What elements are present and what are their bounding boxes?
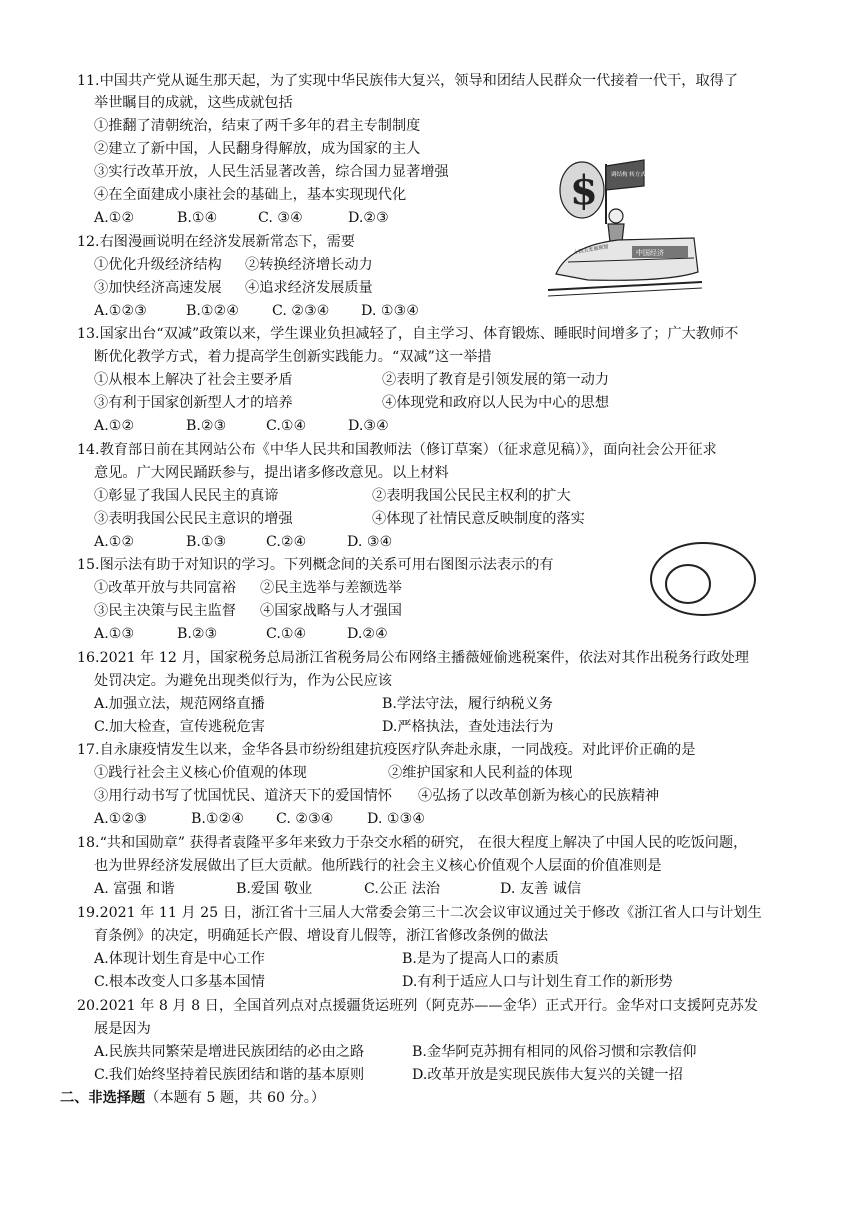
section-title: 二、非选择题 <box>60 1090 146 1106</box>
q15-item-3: ③民主决策与民主监督 <box>94 603 236 619</box>
q12-item-3: ③加快经济高速发展 <box>94 280 222 296</box>
q12-option-c: C. ②③④ <box>272 303 330 319</box>
q13-option-d: D.③④ <box>348 418 389 434</box>
q11-option-a: A.①② <box>94 210 135 226</box>
q20-stem-line-2: 展是因为 <box>94 1021 151 1037</box>
q11-option-c: C. ③④ <box>258 210 303 226</box>
q19-stem-line-1: 19.2021 年 11 月 25 日，浙江省十三届人大常委会第三十二次会议审议通过关于修改《浙江省人口与计划生 <box>77 905 762 921</box>
q14-option-d: D. ③④ <box>347 534 393 550</box>
q12-item-2: ②转换经济增长动力 <box>245 257 373 273</box>
q20-option-b: B.金华阿克苏拥有相同的风俗习惯和宗教信仰 <box>412 1044 697 1060</box>
section-heading <box>60 1088 325 1108</box>
q17-option-a: A.①②③ <box>94 811 147 827</box>
q15-item-2: ②民主选举与差额选举 <box>260 580 402 596</box>
q12-stem: 12.右图漫画说明在经济发展新常态下，需要 <box>77 234 355 250</box>
q17-item-2: ②维护国家和人民利益的体现 <box>388 765 573 781</box>
q12-option-d: D. ①③④ <box>361 303 420 319</box>
q16-option-d: D.严格执法，查处违法行为 <box>382 719 554 735</box>
q11-option-b: B.①④ <box>177 210 218 226</box>
q20-option-d: D.改革开放是实现民族伟大复兴的关键一招 <box>412 1067 683 1083</box>
q13-item-2: ②表明了教育是引领发展的第一动力 <box>382 372 610 388</box>
inner-circle <box>666 565 710 603</box>
q15-option-b: B.②③ <box>177 626 218 642</box>
q11-item-1: ①推翻了清朝统治，结束了两千多年的君主专制制度 <box>94 118 421 134</box>
q14-option-a: A.①② <box>94 534 135 550</box>
q14-stem-line-1: 14.教育部日前在其网站公布《中华人民共和国教师法（修订草案）（征求意见稿）》，面向社会公开征求 <box>77 442 717 458</box>
q13-option-a: A.①② <box>94 418 135 434</box>
q18-option-a: A. 富强 和谐 <box>94 881 175 897</box>
q14-stem-line-2: 意见。广大网民踊跃参与，提出诸多修改意见。以上材料 <box>94 465 449 481</box>
q12-item-1: ①优化升级经济结构 <box>94 257 222 273</box>
q13-option-b: B.②③ <box>186 418 227 434</box>
q17-item-1: ①践行社会主义核心价值观的体现 <box>94 765 307 781</box>
q12-item-4: ④追求经济发展质量 <box>245 280 373 296</box>
q11-item-2: ②建立了新中国，人民翻身得解放，成为国家的主人 <box>94 141 421 157</box>
q17-option-d: D. ①③④ <box>367 811 426 827</box>
q19-option-a: A.体现计划生育是中心工作 <box>94 951 265 967</box>
dollar-symbol: $ <box>570 167 598 214</box>
q16-option-b: B.学法守法，履行纳税义务 <box>382 696 553 712</box>
q11-stem-line-2: 举世瞩目的成就，这些成就包括 <box>94 95 293 111</box>
q16-stem-line-1: 16.2021 年 12 月，国家税务总局浙江省税务局公布网络主播薇娅偷逃税案件，依法对其作出税务行政处理 <box>77 650 749 666</box>
train-label: 中国经济 <box>636 249 664 257</box>
nested-circles-diagram <box>648 540 758 618</box>
q18-stem-line-2: 也为世界经济发展做出了巨大贡献。他所践行的社会主义核心价值观个人层面的价值准则是 <box>94 858 662 874</box>
q12-option-b: B.①②④ <box>186 303 240 319</box>
q17-option-b: B.①②④ <box>191 811 245 827</box>
q15-item-4: ④国家战略与人才强国 <box>260 603 402 619</box>
q13-item-3: ③有利于国家创新型人才的培养 <box>94 395 293 411</box>
q20-option-a: A.民族共同繁荣是增进民族团结的必由之路 <box>94 1044 365 1060</box>
train-icon <box>556 238 698 280</box>
q19-option-b: B.是为了提高人口的素质 <box>402 951 559 967</box>
q16-stem-line-2: 处罚决定。为避免出现类似行为，作为公民应该 <box>94 673 392 689</box>
q18-option-d: D. 友善 诚信 <box>500 881 582 897</box>
q15-stem: 15.图示法有助于对知识的学习。下列概念间的关系可用右图图示法表示的有 <box>77 557 554 573</box>
q17-item-4: ④弘扬了以改革创新为核心的民族精神 <box>418 788 660 804</box>
q14-item-1: ①彰显了我国人民民主的真谛 <box>94 488 279 504</box>
q15-item-1: ①改革开放与共同富裕 <box>94 580 236 596</box>
q13-option-c: C.①④ <box>266 418 307 434</box>
flag-text: 调结构 转方式 <box>611 172 646 178</box>
q11-item-3: ③实行改革开放，人民生活显著改善，综合国力显著增强 <box>94 164 449 180</box>
q13-item-4: ④体现党和政府以人民为中心的思想 <box>382 395 610 411</box>
q11-item-4: ④在全面建成小康社会的基础上，基本实现现代化 <box>94 187 407 203</box>
q14-item-3: ③表明我国公民民主意识的增强 <box>94 511 293 527</box>
q19-option-d: D.有利于适应人口与计划生育工作的新形势 <box>402 974 673 990</box>
q13-stem-line-2: 断优化教学方式，着力提高学生创新实践能力。“双减”这一举措 <box>94 349 492 365</box>
q17-stem: 17.自永康疫情发生以来，金华各县市纷纷组建抗疫医疗队奔赴永康，一同战疫。对此评价正确的是 <box>77 742 696 758</box>
q16-option-c: C.加大检查，宣传逃税危害 <box>94 719 265 735</box>
q14-option-c: C.②④ <box>266 534 307 550</box>
section-note: （本题有 5 题，共 60 分。） <box>145 1090 326 1106</box>
q17-item-3: ③用行动书写了忧国忧民、道济天下的爱国情怀 <box>94 788 392 804</box>
q18-option-c: C.公正 法治 <box>364 881 441 897</box>
q12-option-a: A.①②③ <box>94 303 147 319</box>
q11-stem-line-1: 11.中国共产党从诞生那天起，为了实现中华民族伟大复兴，领导和团结人民群众一代接着一代干，取得了 <box>77 73 739 89</box>
q17-option-c: C. ②③④ <box>276 811 334 827</box>
q20-stem-line-1: 20.2021 年 8 月 8 日，全国首列点对点援疆货运班列（阿克苏——金华）正式开行。金华对口支援阿克苏发 <box>77 998 758 1014</box>
q15-option-a: A.①③ <box>94 626 135 642</box>
side-label: 十四五发展规划 <box>573 243 609 256</box>
q13-stem-line-1: 13.国家出台“双减”政策以来，学生课业负担减轻了，自主学习、体育锻炼、睡眠时间增多了；广大教师不 <box>77 326 739 342</box>
q11-option-d: D.②③ <box>348 210 389 226</box>
q14-option-b: B.①③ <box>186 534 227 550</box>
q13-item-1: ①从根本上解决了社会主要矛盾 <box>94 372 293 388</box>
q16-option-a: A.加强立法，规范网络直播 <box>94 696 265 712</box>
q14-item-2: ②表明我国公民民主权利的扩大 <box>372 488 571 504</box>
q18-stem-line-1: 18.“共和国勋章” 获得者袁隆平多年来致力于杂交水稻的研究， 在很大程度上解决了中国人民的吃饭问题， <box>77 835 748 851</box>
q14-item-4: ④体现了社情民意反映制度的落实 <box>372 511 585 527</box>
q15-option-c: C.①④ <box>266 626 307 642</box>
q19-option-c: C.根本改变人口多基本国情 <box>94 974 265 990</box>
q18-option-b: B.爱国 敬业 <box>236 881 313 897</box>
q20-option-c: C.我们始终坚持着民族团结和谐的基本原则 <box>94 1067 365 1083</box>
q15-option-d: D.②④ <box>347 626 388 642</box>
q19-stem-line-2: 育条例》的决定，明确延长产假、增设育儿假等，浙江省修改条例的做法 <box>94 928 549 944</box>
economy-train-cartoon <box>548 154 702 300</box>
